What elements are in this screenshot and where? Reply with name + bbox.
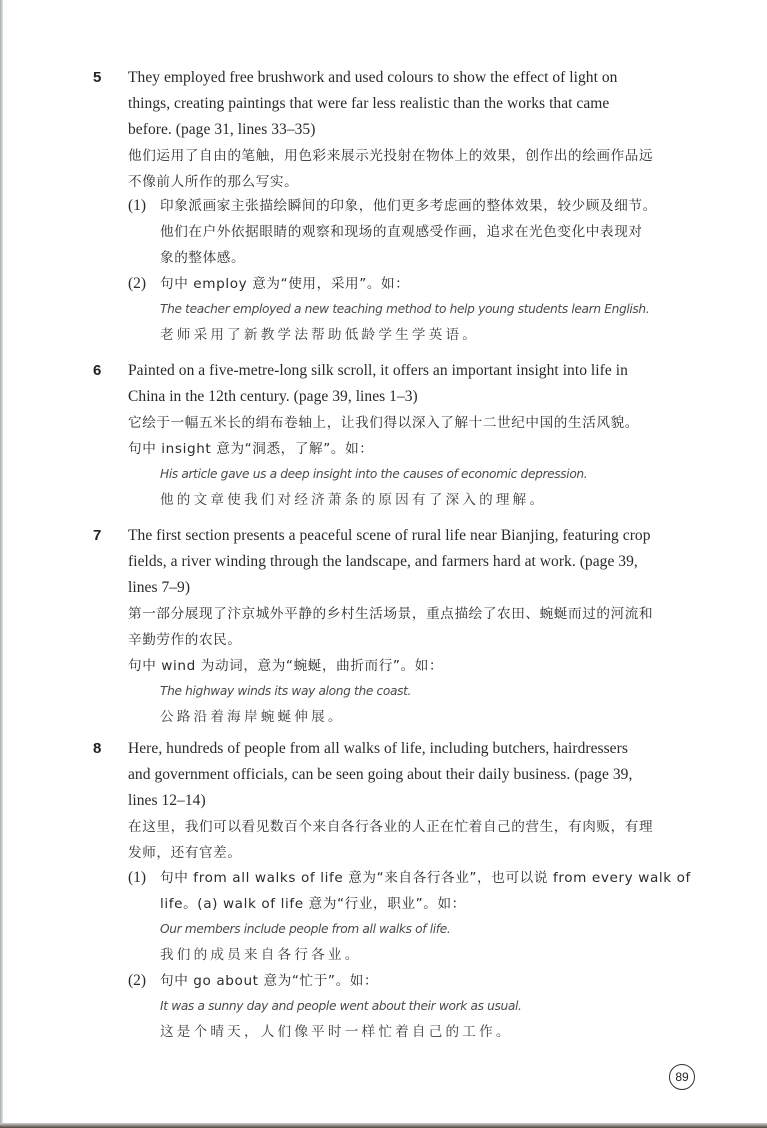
note-label: (2) — [128, 972, 147, 989]
translation-line: 辛勤劳作的农民。 — [128, 632, 242, 648]
example-sentence-en: The teacher employed a new teaching method to help young students learn English. — [160, 302, 650, 316]
note-line: life。(a) walk of life 意为“行业，职业”。如： — [160, 896, 466, 912]
note-item-1 — [128, 865, 691, 968]
source-sentence-line: lines 12–14) — [128, 792, 206, 809]
note-item-2 — [128, 271, 668, 348]
example-sentence-cn: 老师采用了新教学法帮助低龄学生学英语。 — [160, 327, 480, 343]
example-sentence-en: The highway winds its way along the coast. — [160, 684, 412, 698]
source-sentence-line: They employed free brushwork and used colours to show the effect of light on — [128, 69, 618, 86]
section-number: 6 — [93, 362, 102, 379]
translation-line: 第一部分展现了汴京城外平静的乡村生活场景，重点描绘了农田、蜿蜒而过的河流和 — [128, 606, 654, 622]
note-item-2 — [128, 968, 668, 1045]
note-line: 句中 insight 意为“洞悉，了解”。如： — [128, 441, 374, 457]
example-sentence-cn: 他的文章使我们对经济萧条的原因有了深入的理解。 — [160, 492, 547, 508]
page-bottom-edge — [0, 1123, 767, 1128]
source-sentence-line: lines 7–9) — [128, 579, 191, 596]
section-number: 8 — [93, 740, 102, 757]
example-sentence-en: His article gave us a deep insight into the causes of economic depression. — [160, 467, 588, 481]
example-sentence-en: Our members include people from all walks of life. — [160, 922, 451, 936]
section-body — [128, 523, 668, 730]
translation-line: 不像前人所作的那么写实。 — [128, 174, 299, 190]
note-label: (1) — [128, 197, 147, 214]
page-left-edge — [0, 0, 3, 1128]
note-item-1 — [128, 193, 668, 271]
section-body — [128, 736, 691, 1045]
source-sentence-line: things, creating paintings that were far less realistic than the works that came — [128, 95, 610, 112]
source-sentence-line: China in the 12th century. (page 39, lines 1–3) — [128, 388, 418, 405]
example-block — [128, 462, 668, 513]
source-sentence-line: Painted on a five-metre-long silk scroll, it offers an important insight into life in — [128, 362, 628, 379]
translation-line: 发师，还有官差。 — [128, 845, 242, 861]
note-line: 印象派画家主张描绘瞬间的印象，他们更多考虑画的整体效果，较少顾及细节。 — [160, 198, 657, 214]
note-line: 句中 wind 为动词，意为“蜿蜒，曲折而行”。如： — [128, 658, 444, 674]
section-number: 5 — [93, 69, 102, 86]
source-sentence-line: and government officials, can be seen going about their daily business. (page 39, — [128, 766, 633, 783]
note-line: 他们在户外依据眼睛的观察和现场的直观感受作画，追求在光色变化中表现对 — [160, 224, 643, 240]
example-sentence-en: It was a sunny day and people went about their work as usual. — [160, 999, 522, 1013]
example-sentence-cn: 我们的成员来自各行各业。 — [160, 947, 362, 963]
example-sentence-cn: 公路沿着海岸蜿蜒伸展。 — [160, 709, 345, 725]
section-body — [128, 65, 668, 348]
example-block — [128, 679, 668, 730]
translation-line: 他们运用了自由的笔触，用色彩来展示光投射在物体上的效果，创作出的绘画作品远 — [128, 148, 654, 164]
example-sentence-cn: 这是个晴天，人们像平时一样忙着自己的工作。 — [160, 1024, 513, 1040]
source-sentence-line: The first section presents a peaceful scene of rural life near Bianjing, featuring crop — [128, 527, 651, 544]
note-label: (2) — [128, 275, 147, 292]
note-line: 句中 from all walks of life 意为“来自各行各业”，也可以说 from every walk of — [160, 870, 691, 886]
section-number: 7 — [93, 527, 102, 544]
note-line: 句中 employ 意为“使用，采用”。如： — [160, 276, 410, 292]
note-line: 象的整体感。 — [160, 250, 246, 266]
page-number: 89 — [669, 1064, 695, 1090]
note-label: (1) — [128, 869, 147, 886]
section-body — [128, 358, 668, 513]
note-line: 句中 go about 意为“忙于”。如： — [160, 973, 379, 989]
translation-line: 在这里，我们可以看见数百个来自各行各业的人正在忙着自己的营生，有肉贩，有理 — [128, 819, 654, 835]
source-sentence-line: before. (page 31, lines 33–35) — [128, 121, 316, 138]
source-sentence-line: Here, hundreds of people from all walks of life, including butchers, hairdressers — [128, 740, 628, 757]
source-sentence-line: fields, a river winding through the landscape, and farmers hard at work. (page 39, — [128, 553, 638, 570]
translation-line: 它绘于一幅五米长的绢布卷轴上，让我们得以深入了解十二世纪中国的生活风貌。 — [128, 415, 639, 431]
